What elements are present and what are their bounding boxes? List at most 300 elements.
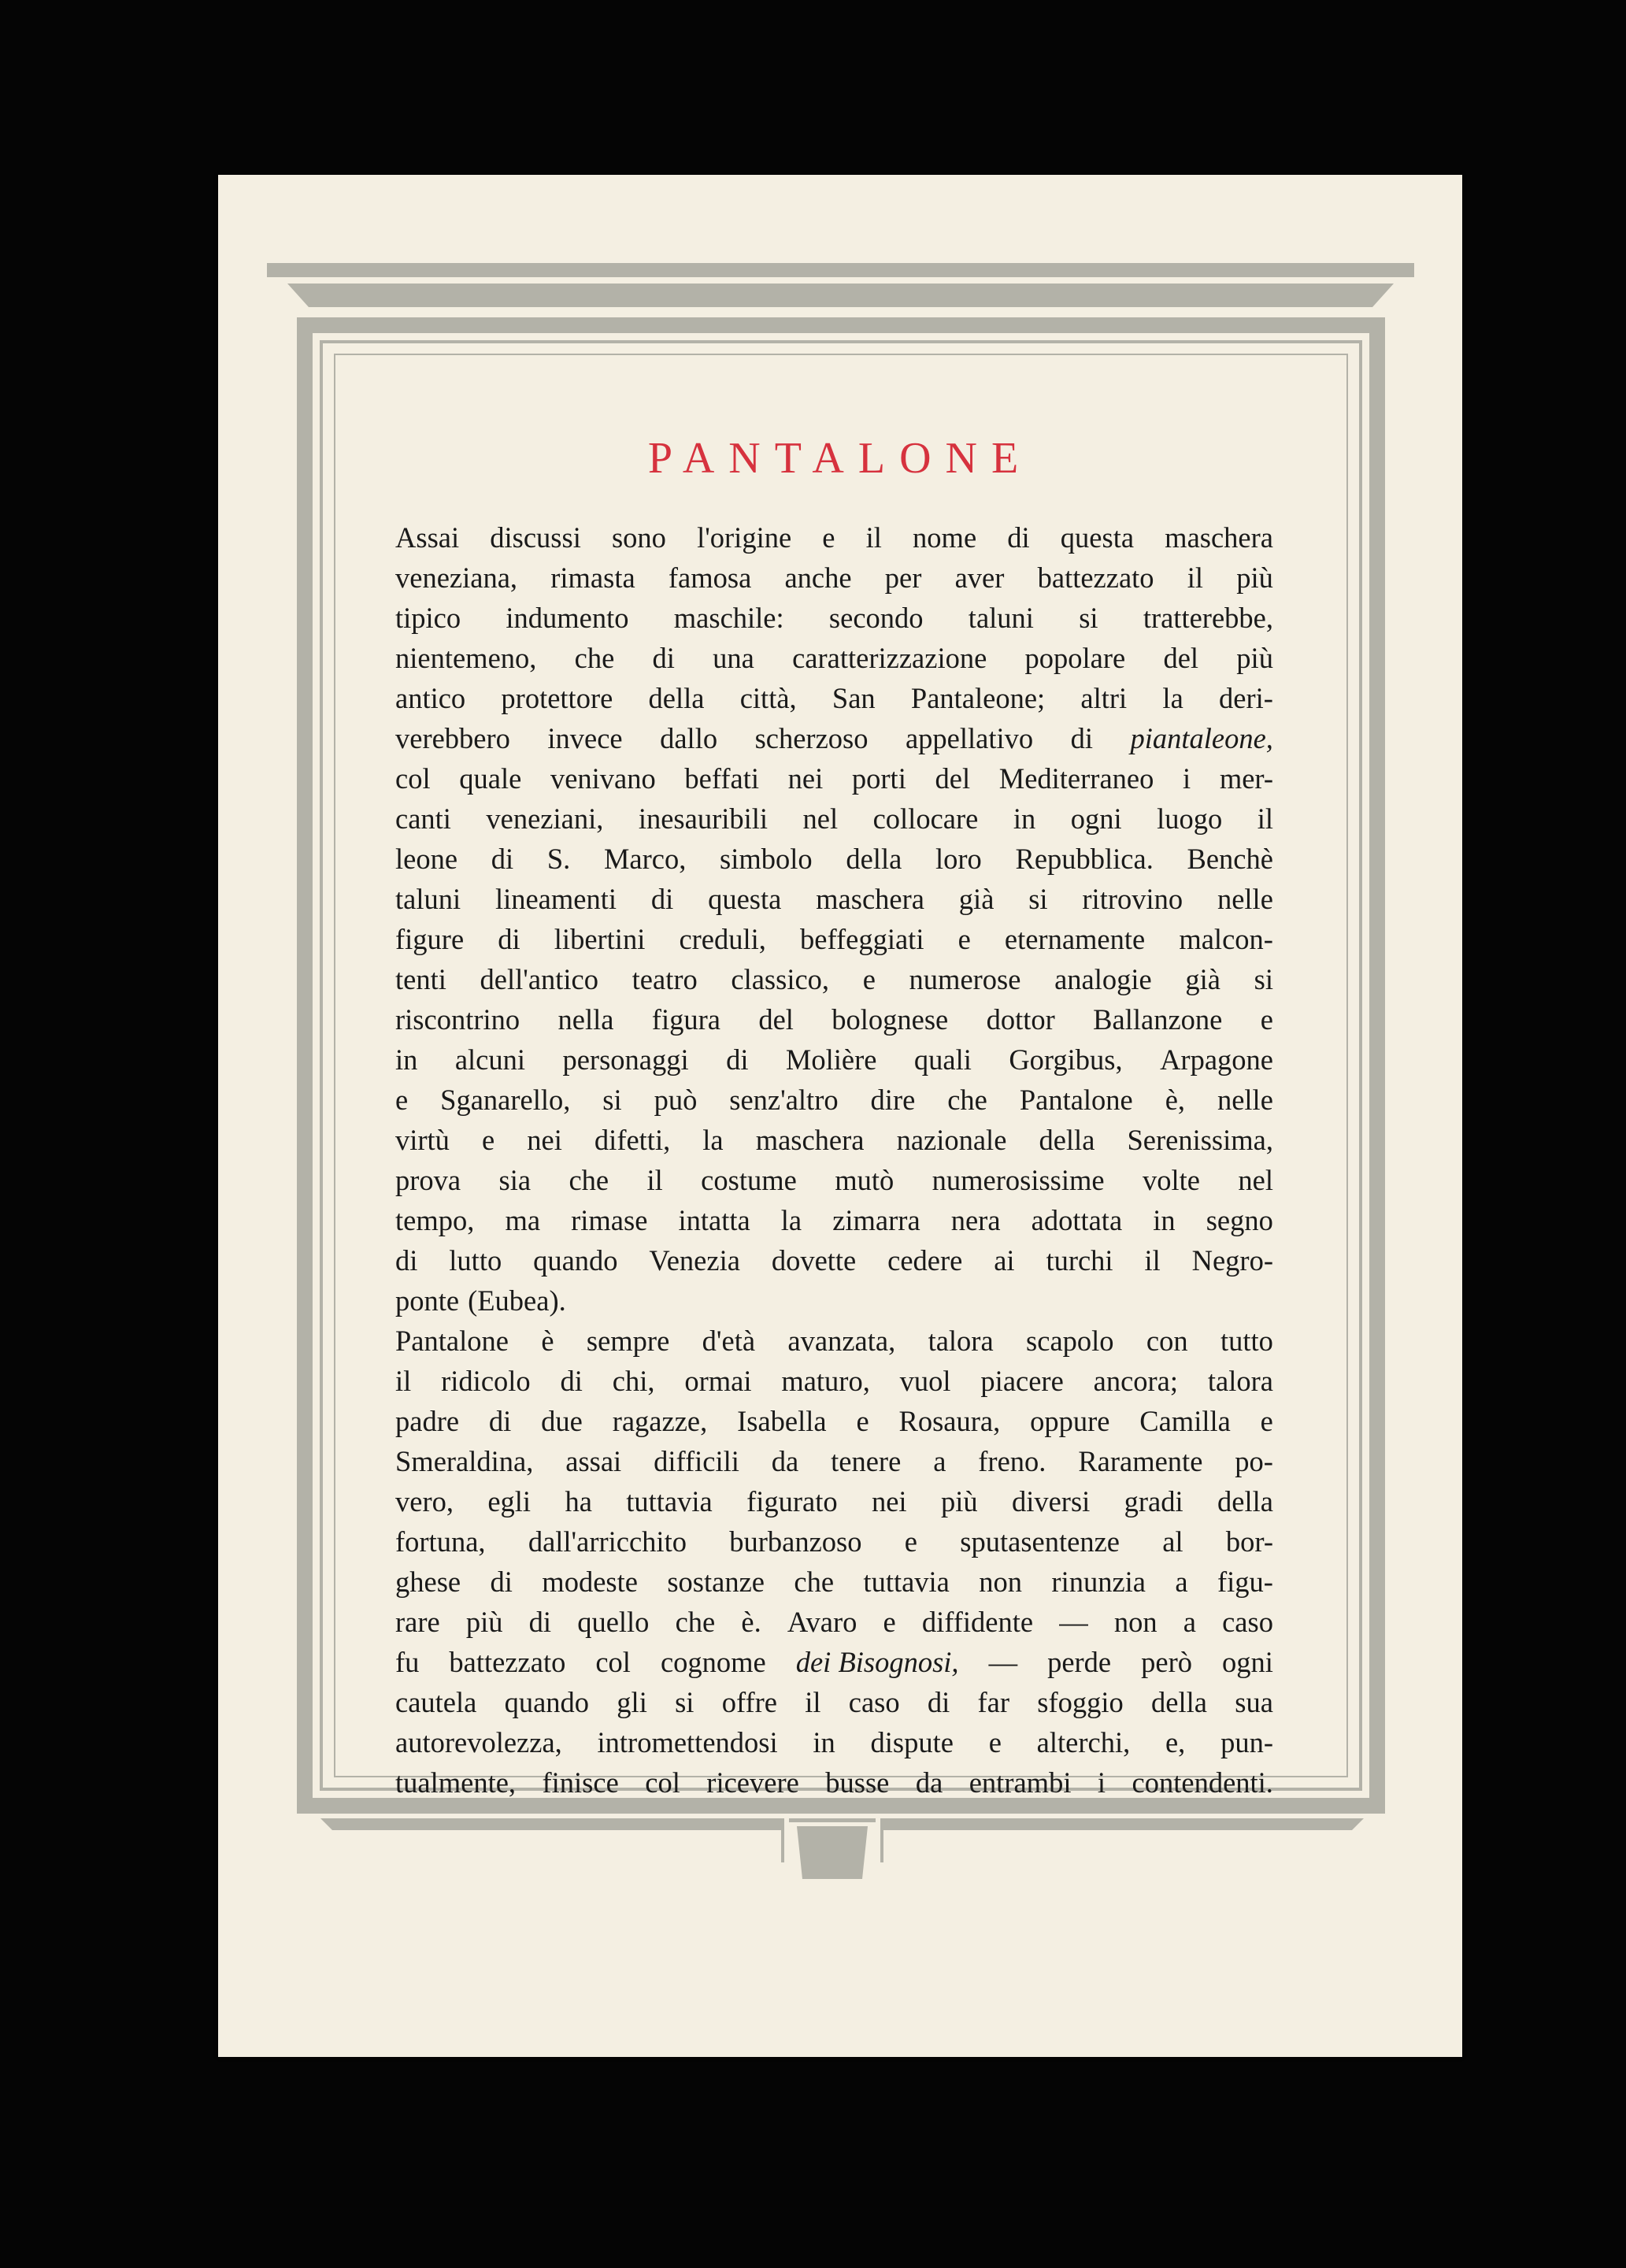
word: della (1151, 1686, 1207, 1718)
word: Venezia (649, 1244, 740, 1277)
word: personaggi (562, 1043, 689, 1076)
word: sostanze (667, 1566, 765, 1598)
text-line (395, 1722, 1273, 1762)
word: nei (871, 1485, 907, 1518)
word: sono (611, 521, 666, 554)
word: di (488, 1405, 512, 1437)
word: avanzata, (787, 1325, 896, 1357)
word: in (813, 1726, 835, 1758)
word: Ballanzone (1093, 1003, 1223, 1036)
word: quali (913, 1043, 972, 1076)
text-line (395, 1361, 1273, 1401)
word: dall'arricchito (528, 1525, 687, 1558)
text-line (395, 1280, 1273, 1321)
word: per (884, 561, 922, 594)
word: taluni (968, 602, 1034, 634)
word: ridicolo (441, 1365, 531, 1397)
word: rimasta (550, 561, 635, 594)
word: la (1162, 682, 1183, 714)
word: beffati (684, 762, 759, 795)
word: Repubblica. (1015, 843, 1154, 875)
word: ritrovino (1082, 883, 1183, 915)
word: nel (1238, 1164, 1273, 1196)
word: Avaro (787, 1606, 857, 1638)
word: rare (395, 1606, 440, 1638)
word: la (780, 1204, 802, 1236)
text-line (395, 558, 1273, 598)
word: il (646, 1164, 663, 1196)
word: busse (825, 1766, 890, 1799)
word: Pantalone (395, 1325, 509, 1357)
word: maschera (816, 883, 924, 915)
word: nei (527, 1124, 562, 1156)
word: il (395, 1365, 412, 1397)
word: d'età (702, 1325, 756, 1357)
word: dire (870, 1084, 916, 1116)
text-line (395, 1521, 1273, 1562)
word: altri (1080, 682, 1128, 714)
word: dell'antico (480, 963, 599, 995)
word: canti (395, 802, 451, 835)
text-line (395, 799, 1273, 839)
word: far (977, 1686, 1010, 1718)
word: di (726, 1043, 749, 1076)
word: vero, (395, 1485, 454, 1518)
word: due (541, 1405, 583, 1437)
word: che (947, 1084, 987, 1116)
word: col (395, 762, 431, 795)
word: e (988, 1726, 1002, 1758)
word: analogie (1054, 963, 1152, 995)
word: discussi (490, 521, 581, 554)
word: che (675, 1606, 716, 1638)
word: collocare (872, 802, 979, 835)
word: Sganarello, (440, 1084, 571, 1116)
word: il (805, 1686, 821, 1718)
word: e (856, 1405, 869, 1437)
word: protettore (501, 682, 613, 714)
word: è. (741, 1606, 761, 1638)
word: numerose (909, 963, 1021, 995)
word: offre (721, 1686, 777, 1718)
word: Mediterraneo (998, 762, 1154, 795)
word: è, (1165, 1084, 1186, 1116)
word: col (645, 1766, 680, 1799)
word: maschera (1165, 521, 1273, 554)
word: Camilla (1139, 1405, 1231, 1437)
text-line (395, 1481, 1273, 1521)
word: perde (1047, 1646, 1112, 1678)
word: il (1257, 802, 1273, 835)
word: San (832, 682, 876, 714)
word: fortuna, (395, 1525, 486, 1558)
word: ha (565, 1485, 592, 1518)
page-title: PANTALONE (647, 434, 1033, 483)
word: tipico (395, 602, 461, 634)
word: e (822, 521, 835, 554)
word: Pantalone (1019, 1084, 1133, 1116)
word: maturo, (781, 1365, 870, 1397)
word: della (846, 843, 902, 875)
word: più (465, 1606, 503, 1638)
word: che (574, 642, 615, 674)
word: veneziana, (395, 561, 518, 594)
word: appellativo (905, 722, 1034, 754)
word: città, (739, 682, 797, 714)
word: e (395, 1084, 409, 1116)
word: Arpagone (1160, 1043, 1273, 1076)
word: quello (577, 1606, 650, 1638)
text-line (395, 1040, 1273, 1080)
word: a (1175, 1566, 1188, 1598)
word: oppure (1030, 1405, 1110, 1437)
word: mer- (1219, 762, 1273, 795)
word: nel (802, 802, 839, 835)
word: simbolo (720, 843, 813, 875)
word: del (758, 1003, 794, 1036)
word: caratterizzazione (792, 642, 987, 674)
word: difetti, (594, 1124, 671, 1156)
word: padre (395, 1405, 460, 1437)
word: dallo (660, 722, 718, 754)
word: beffeggiati (800, 923, 924, 955)
word: alterchi, (1036, 1726, 1131, 1758)
word: della (648, 682, 705, 714)
word: nome (913, 521, 977, 554)
word: dispute (870, 1726, 954, 1758)
word: porti (851, 762, 906, 795)
word: quale (459, 762, 522, 795)
word: che (794, 1566, 835, 1598)
word: burbanzoso (729, 1525, 862, 1558)
word: più (940, 1485, 978, 1518)
word: piacere (980, 1365, 1064, 1397)
word: leone (395, 843, 458, 875)
word: cautela (395, 1686, 477, 1718)
bottom-cornice-line (789, 1818, 876, 1822)
word: a (1183, 1606, 1196, 1638)
word: virtù (395, 1124, 450, 1156)
word: modeste (542, 1566, 638, 1598)
word: classico, (731, 963, 830, 995)
word: ai (994, 1244, 1015, 1277)
word: e (482, 1124, 495, 1156)
word: diffidente (921, 1606, 1034, 1638)
word: sia (498, 1164, 532, 1196)
word: venivano (550, 762, 656, 795)
word: malcon- (1179, 923, 1273, 955)
word: il (1144, 1244, 1161, 1277)
word: si (1254, 963, 1273, 995)
word: figurato (746, 1485, 838, 1518)
word: assai (565, 1445, 622, 1477)
word: cedere (887, 1244, 963, 1277)
word: si (1079, 602, 1098, 634)
word: bolognese (832, 1003, 949, 1036)
word: verebbero (395, 722, 510, 754)
word: numerosissime (932, 1164, 1105, 1196)
word: del (935, 762, 971, 795)
word: figure (395, 923, 465, 955)
word: ogni (1070, 802, 1122, 835)
word: che (569, 1164, 609, 1196)
word: da (915, 1766, 943, 1799)
word: gradi (1124, 1485, 1183, 1518)
text-line (395, 1562, 1273, 1602)
text-line (395, 1160, 1273, 1200)
word: intatta (678, 1204, 750, 1236)
word: ormai (684, 1365, 752, 1397)
word: scherzoso (754, 722, 869, 754)
word: di (498, 923, 520, 955)
word: si (675, 1686, 694, 1718)
word: sputasentenze (960, 1525, 1120, 1558)
text-line (395, 1441, 1273, 1481)
word: di (528, 1606, 552, 1638)
text-line (395, 598, 1273, 638)
word: il (1187, 561, 1204, 594)
word: alcuni (454, 1043, 526, 1076)
word: intromettendosi (597, 1726, 778, 1758)
word: quando (504, 1686, 590, 1718)
word: ponte (395, 1284, 460, 1317)
text-line (395, 1321, 1273, 1361)
word: — (988, 1646, 1018, 1678)
word: in (1153, 1204, 1176, 1236)
word: tutto (1220, 1325, 1273, 1357)
word: tuttavia (863, 1566, 950, 1598)
word: lineamenti (494, 883, 617, 915)
word: più (1236, 561, 1273, 594)
word: è (541, 1325, 554, 1357)
word: Marco, (603, 843, 687, 875)
text-line (395, 1120, 1273, 1160)
word: — (1059, 1606, 1088, 1638)
word: adottata (1031, 1204, 1123, 1236)
word: ancora; (1093, 1365, 1179, 1397)
word: questa (708, 883, 782, 915)
text-line (395, 1762, 1273, 1803)
word: inesauribili (638, 802, 769, 835)
word: talora (928, 1325, 994, 1357)
word: invece (547, 722, 623, 754)
word: dovette (771, 1244, 857, 1277)
word: dottor (986, 1003, 1055, 1036)
keystone-right-edge (880, 1818, 883, 1862)
word: nelle (1217, 1084, 1273, 1116)
word: bor- (1225, 1525, 1273, 1558)
word: mutò (835, 1164, 894, 1196)
word: questa (1060, 521, 1135, 554)
text-line (395, 1401, 1273, 1441)
word: loro (935, 843, 982, 875)
word: Serenissima, (1127, 1124, 1273, 1156)
word: taluni (395, 883, 461, 915)
word: e (1260, 1003, 1273, 1036)
word: secondo (828, 602, 924, 634)
word: Raramente (1078, 1445, 1203, 1477)
word: della (1217, 1485, 1273, 1518)
word: di (927, 1686, 950, 1718)
word: S. (546, 843, 571, 875)
word: in (1013, 802, 1036, 835)
word: diversi (1011, 1485, 1091, 1518)
word: ogni (1221, 1646, 1273, 1678)
word: costume (701, 1164, 797, 1196)
text-line (395, 839, 1273, 879)
word: tempo, (395, 1204, 475, 1236)
word: e (904, 1525, 917, 1558)
word: e (862, 963, 876, 995)
word: Pantaleone; (910, 682, 1046, 714)
word: autorevolezza, (395, 1726, 562, 1758)
word: una (713, 642, 754, 674)
word: si (1028, 883, 1048, 915)
top-cornice-band (287, 284, 1394, 307)
word: zimarra (832, 1204, 920, 1236)
word: tuttavia (626, 1485, 713, 1518)
text-line (395, 517, 1273, 558)
word: talora (1207, 1365, 1273, 1397)
word: Gorgibus, (1009, 1043, 1123, 1076)
word: di (1007, 521, 1030, 554)
word: già (1185, 963, 1220, 995)
top-cornice-bar (267, 263, 1414, 277)
word: caso (1222, 1606, 1273, 1638)
keystone-left-edge (781, 1818, 784, 1862)
body-text (395, 517, 1273, 1803)
word: nera (950, 1204, 1001, 1236)
word: sua (1235, 1686, 1273, 1718)
word: Rosaura, (898, 1405, 1001, 1437)
word: il (865, 521, 882, 554)
word: Smeraldina, (395, 1445, 534, 1477)
text-line (395, 919, 1273, 959)
word: nazionale (896, 1124, 1007, 1156)
word: e, (1165, 1726, 1186, 1758)
word: di (560, 1365, 583, 1397)
word: del (1163, 642, 1199, 674)
word: aver (954, 561, 1005, 594)
word: più (1236, 642, 1273, 674)
word: segno (1206, 1204, 1273, 1236)
word: battezzato (1037, 561, 1154, 594)
word: e (1260, 1405, 1273, 1437)
word: i (1183, 762, 1191, 795)
word: indumento (506, 602, 629, 634)
word: riscontrino (395, 1003, 520, 1036)
word: Negro- (1191, 1244, 1273, 1277)
word: (Eubea). (468, 1284, 566, 1317)
word: contendenti. (1132, 1766, 1273, 1799)
word: di (491, 843, 514, 875)
word: creduli, (679, 923, 766, 955)
word: tenti (395, 963, 446, 995)
text-line (395, 1240, 1273, 1280)
word: rimase (571, 1204, 648, 1236)
word: i (1097, 1766, 1106, 1799)
word: egli (487, 1485, 532, 1518)
word: da (771, 1445, 799, 1477)
word: di (395, 1244, 418, 1277)
word: chi, (612, 1365, 655, 1397)
word: però (1141, 1646, 1192, 1678)
word: caso (848, 1686, 900, 1718)
word: tualmente, (395, 1766, 517, 1799)
word: di (490, 1566, 513, 1598)
postcard (218, 175, 1462, 2057)
word: quando (533, 1244, 618, 1277)
word: maschera (755, 1124, 865, 1156)
word: dei Bisognosi, (795, 1646, 959, 1678)
word: luogo (1157, 802, 1223, 835)
word: veneziani, (486, 802, 604, 835)
word: cognome (660, 1646, 766, 1678)
word: teatro (632, 963, 698, 995)
word: Molière (785, 1043, 877, 1076)
text-line (395, 1200, 1273, 1240)
word: sempre (586, 1325, 670, 1357)
word: nientemeno, (395, 642, 537, 674)
word: già (958, 883, 994, 915)
word: e (883, 1606, 896, 1638)
word: al (1162, 1525, 1183, 1558)
word: col (595, 1646, 631, 1678)
word: tratterebbe, (1143, 602, 1273, 634)
word: vuol (899, 1365, 951, 1397)
text-line (395, 999, 1273, 1040)
word: Benchè (1187, 843, 1273, 875)
word: si (602, 1084, 622, 1116)
word: rinunzia (1051, 1566, 1146, 1598)
text-line (395, 1642, 1273, 1682)
bottom-cornice-left (320, 1818, 781, 1830)
word: di (652, 642, 675, 674)
word: antico (395, 682, 466, 714)
word: fu (395, 1646, 420, 1678)
word: di (1070, 722, 1093, 754)
word: con (1146, 1325, 1188, 1357)
word: eternamente (1004, 923, 1146, 955)
word: ragazze, (612, 1405, 708, 1437)
word: e (957, 923, 971, 955)
word: deri- (1219, 682, 1273, 714)
word: nelle (1217, 883, 1273, 915)
word: freno. (978, 1445, 1046, 1477)
word: entrambi (969, 1766, 1072, 1799)
text-line (395, 638, 1273, 678)
bottom-keystone (797, 1826, 868, 1879)
word: di (650, 883, 674, 915)
word: figu- (1217, 1566, 1273, 1598)
word: ricevere (706, 1766, 799, 1799)
text-line (395, 1682, 1273, 1722)
word: ma (505, 1204, 541, 1236)
word: non (1113, 1606, 1157, 1638)
text-line (395, 959, 1273, 999)
word: po- (1235, 1445, 1273, 1477)
text-line (395, 678, 1273, 718)
word: lutto (449, 1244, 502, 1277)
word: non (979, 1566, 1023, 1598)
word: piantaleone, (1130, 722, 1273, 754)
text-line (395, 1602, 1273, 1642)
word: a (933, 1445, 946, 1477)
text-line (395, 718, 1273, 758)
word: nella (557, 1003, 614, 1036)
word: prova (395, 1164, 461, 1196)
word: senz'altro (729, 1084, 839, 1116)
